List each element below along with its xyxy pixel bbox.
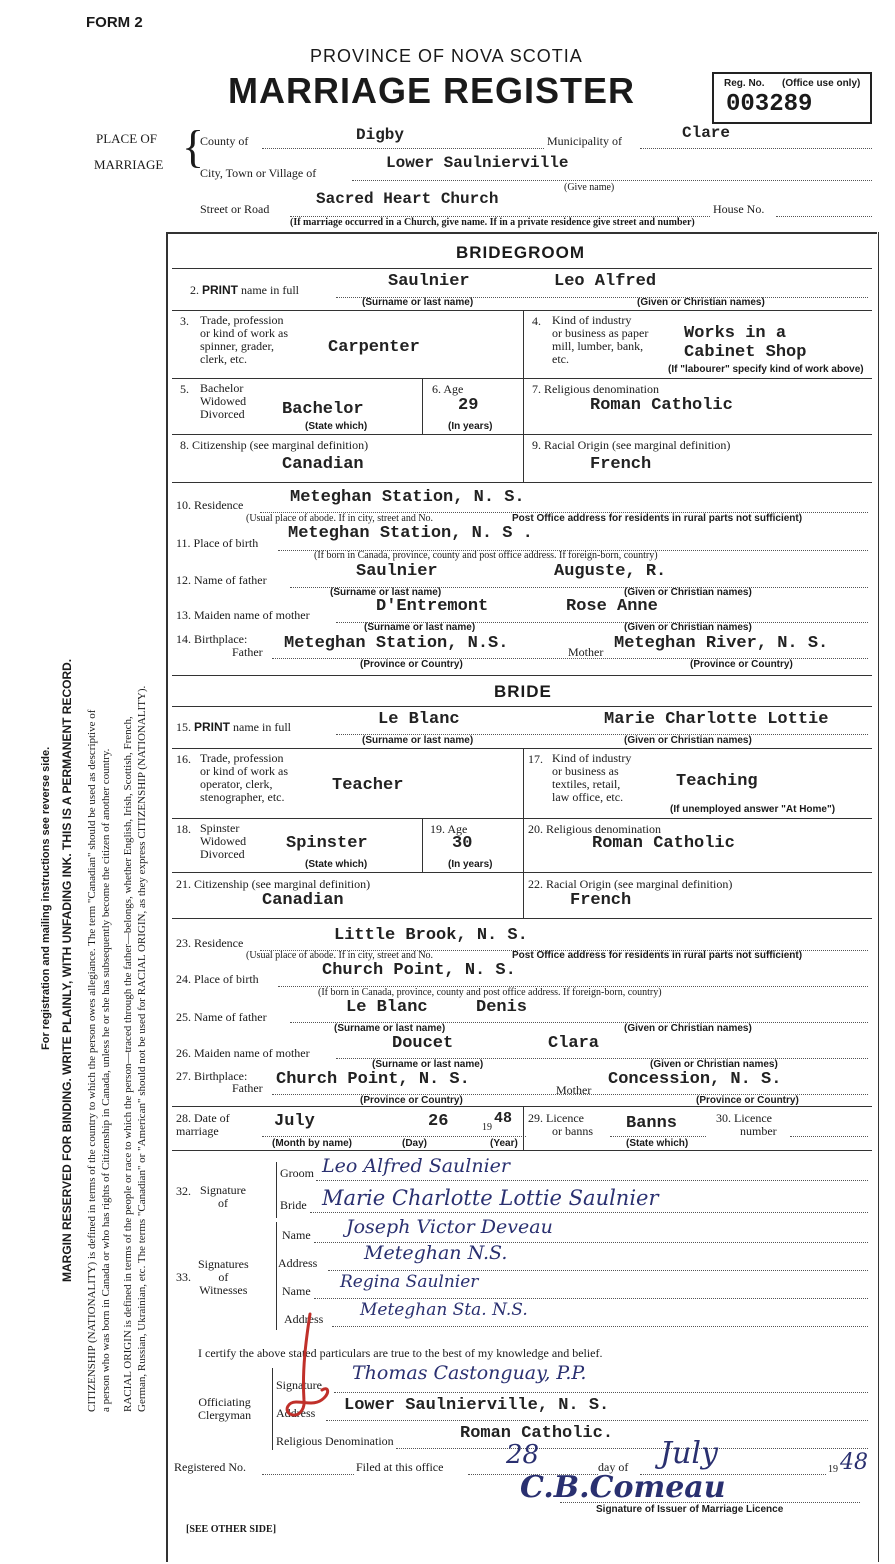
sig-label: Signature of	[200, 1183, 246, 1210]
bride-citizen-value: Canadian	[262, 891, 344, 910]
place-heading-2: MARRIAGE	[94, 157, 164, 172]
groom-father-given: Auguste, R.	[554, 562, 667, 581]
groom-birthplace-label: 11. Place of birth	[176, 536, 259, 550]
date-year-caption: (Year)	[490, 1138, 518, 1149]
groom-status-label: Bachelor Widowed Divorced	[200, 381, 247, 421]
street-label: Street or Road	[200, 202, 270, 216]
bride-status-label: Spinster Widowed Divorced	[200, 821, 247, 861]
groom-bp-mother-label: Mother	[568, 645, 604, 659]
bride-given-caption: (Given or Christian names)	[624, 735, 752, 746]
day-of-label: day of	[598, 1460, 629, 1474]
bride-mother-surname-caption: (Surname or last name)	[372, 1059, 484, 1070]
bride-bp-mother: Concession, N. S.	[608, 1070, 782, 1089]
groom-birthplace-caption: (If born in Canada, province, county and post office address. If foreign-born, country)	[314, 550, 658, 561]
red-check-mark	[280, 1310, 340, 1430]
groom-father-given-caption: (Given or Christian names)	[624, 587, 752, 598]
w2-name-label: Name	[282, 1284, 311, 1298]
groom-given: Leo Alfred	[554, 272, 657, 291]
bride-residence-value: Little Brook, N. S.	[334, 926, 528, 945]
groom-age-value: 29	[458, 396, 479, 415]
bride-age-caption: (In years)	[448, 859, 493, 870]
groom-father-surname: Saulnier	[356, 562, 438, 581]
bride-age-label: 19. Age	[430, 822, 468, 836]
province-heading: PROVINCE OF NOVA SCOTIA	[310, 46, 583, 66]
margin-line-5: RACIAL ORIGIN is defined in terms of the people or race to which the person—traced through the father—belongs, whether English, Irish, Scottish, French,	[122, 716, 134, 1412]
filed-year-prefix: 19	[828, 1464, 838, 1475]
sig-num: 32.	[176, 1184, 191, 1198]
bride-religion-label: 20. Religious denomination	[528, 822, 661, 836]
bride-age-value: 30	[452, 834, 473, 853]
filed-label: Filed at this office	[356, 1460, 444, 1474]
bride-father-label: 25. Name of father	[176, 1010, 267, 1024]
bride-birthplace-value: Church Point, N. S.	[322, 961, 516, 980]
bride-trade-label: Trade, profession or kind of work as operator, clerk, stenographer, etc.	[200, 751, 288, 804]
w1-name: Joseph Victor Deveau	[346, 1216, 553, 1238]
clergy-denom: Roman Catholic.	[460, 1424, 614, 1443]
groom-citizen-label: 8. Citizenship (see marginal definition)	[180, 438, 369, 452]
groom-residence-caption-2: Post Office address for residents in rural parts not sufficient)	[512, 513, 803, 524]
bride-racial-label: 22. Racial Origin (see marginal definition)	[528, 877, 733, 891]
bride-industry-caption: (If unemployed answer "At Home")	[670, 804, 836, 815]
groom-industry-value-1: Works in a	[684, 324, 787, 343]
groom-bp-mother-caption: (Province or Country)	[690, 659, 793, 670]
bride-residence-label: 23. Residence	[176, 936, 244, 950]
clergy-address: Lower Saulnierville, N. S.	[344, 1396, 610, 1415]
bride-industry-value: Teaching	[676, 772, 758, 791]
county-value: Digby	[356, 126, 405, 144]
municipality-label: Municipality of	[547, 134, 622, 148]
city-value: Lower Saulnierville	[386, 154, 569, 172]
groom-residence-caption-1: (Usual place of abode. If in city, street and No.	[246, 513, 434, 524]
groom-sig-label: Groom	[280, 1166, 314, 1180]
groom-trade-num: 3.	[180, 314, 189, 328]
w2-name: Regina Saulnier	[340, 1272, 479, 1292]
groom-name-label: 2. PRINT name in full	[190, 283, 299, 297]
witness-num: 33.	[176, 1270, 191, 1284]
date-day: 26	[428, 1112, 449, 1131]
bride-father-surname: Le Blanc	[346, 998, 428, 1017]
place-heading-1: PLACE OF	[96, 131, 158, 146]
bride-sig-label: Bride	[280, 1198, 307, 1212]
licence-number-label: 30. Licence number	[716, 1111, 777, 1138]
reg-no-box	[712, 72, 872, 124]
groom-residence-value: Meteghan Station, N. S.	[290, 488, 525, 507]
groom-father-surname-caption: (Surname or last name)	[330, 587, 442, 598]
groom-age-label: 6. Age	[432, 382, 464, 396]
bride-residence-caption-2: Post Office address for residents in rural parts not sufficient)	[512, 950, 803, 961]
filed-year: 48	[840, 1450, 868, 1475]
bride-heading: BRIDE	[494, 682, 552, 701]
groom-religion-value: Roman Catholic	[590, 396, 733, 415]
groom-bp-father: Meteghan Station, N.S.	[284, 634, 509, 653]
bride-status-num: 18.	[176, 822, 191, 836]
margin-line-4: a person who was born in Canada or who has rights of Citizenship in Canada, unless he or she has subsequently become the citizen of another country.	[100, 748, 112, 1412]
bride-surname: Le Blanc	[378, 710, 460, 729]
groom-mother-label: 13. Maiden name of mother	[176, 608, 310, 622]
groom-age-caption: (In years)	[448, 421, 493, 432]
bride-status-value: Spinster	[286, 834, 368, 853]
witness-label: Signatures of Witnesses	[198, 1257, 249, 1297]
margin-line-2: MARGIN RESERVED FOR BINDING. WRITE PLAINLY, WITH UNFADING INK. THIS IS A PERMANENT RECORD.	[60, 658, 74, 1282]
groom-birthplace-value: Meteghan Station, N. S .	[288, 524, 533, 543]
w2-address: Meteghan Sta. N.S.	[360, 1300, 528, 1320]
date-year: 48	[494, 1110, 513, 1127]
bride-citizen-label: 21. Citizenship (see marginal definition)	[176, 877, 371, 891]
licence-caption: (State which)	[626, 1138, 689, 1149]
bride-racial-value: French	[570, 891, 632, 910]
margin-line-3: CITIZENSHIP (NATIONALITY) is defined in terms of the country to which the person owes allegiance. The term "Canadian" should be used as descriptive of	[86, 709, 98, 1412]
issuer-signature: C.B.Comeau	[520, 1470, 726, 1505]
bride-name-label: 15. PRINT name in full	[176, 720, 291, 734]
filed-day: 28	[506, 1440, 540, 1470]
reg-no-label: Reg. No.	[724, 78, 765, 89]
groom-bp-father-label: Father	[232, 645, 263, 659]
groom-bp-label: 14. Birthplace:	[176, 632, 248, 646]
groom-father-label: 12. Name of father	[176, 573, 267, 587]
bride-industry-label: Kind of industry or business as textiles, retail, law office, etc.	[552, 751, 632, 804]
county-label: County of	[200, 134, 249, 148]
groom-bp-father-caption: (Province or Country)	[360, 659, 463, 670]
bride-trade-value: Teacher	[332, 776, 404, 795]
bride-mother-surname: Doucet	[392, 1034, 454, 1053]
bride-bp-father: Church Point, N. S.	[276, 1070, 470, 1089]
groom-mother-surname: D'Entremont	[376, 597, 489, 616]
bride-bp-label: 27. Birthplace:	[176, 1069, 248, 1083]
groom-industry-label: Kind of industry or business as paper mill, lumber, bank, etc.	[552, 313, 649, 366]
groom-industry-num: 4.	[532, 314, 541, 328]
w1-address-label: Address	[278, 1256, 318, 1270]
brace: {	[182, 121, 205, 172]
reg-no-office: (Office use only)	[782, 78, 861, 89]
licence-label: 29. Licence or banns	[528, 1111, 593, 1138]
groom-surname: Saulnier	[388, 272, 470, 291]
groom-heading: BRIDEGROOM	[456, 243, 585, 262]
registered-label: Registered No.	[174, 1460, 246, 1474]
groom-industry-caption: (If "labourer" specify kind of work above)	[668, 364, 864, 375]
municipality-value: Clare	[682, 124, 731, 142]
groom-status-num: 5.	[180, 382, 189, 396]
w1-name-label: Name	[282, 1228, 311, 1242]
date-year-prefix: 19	[482, 1122, 492, 1133]
form-label: FORM 2	[86, 14, 143, 31]
bride-industry-num: 17.	[528, 752, 543, 766]
groom-surname-caption: (Surname or last name)	[362, 297, 474, 308]
groom-bp-mother: Meteghan River, N. S.	[614, 634, 829, 653]
bride-father-surname-caption: (Surname or last name)	[334, 1023, 446, 1034]
groom-racial-value: French	[590, 455, 652, 474]
date-label: 28. Date of marriage	[176, 1111, 230, 1138]
clergy-denom-label: Religious Denomination	[276, 1434, 394, 1448]
reg-no-value: 003289	[726, 91, 813, 118]
margin-line-6: German, Russian, Ukrainian, etc. The terms "Canadian" or "American" should not be used for RACIAL ORIGIN, as they express CITIZENSHIP (NATIONALITY).	[136, 685, 148, 1412]
street-caption: (If marriage occurred in a Church, give name. If in a private residence give street and number)	[290, 217, 695, 228]
bride-surname-caption: (Surname or last name)	[362, 735, 474, 746]
filed-month: July	[660, 1436, 718, 1471]
groom-given-caption: (Given or Christian names)	[637, 297, 765, 308]
groom-trade-value: Carpenter	[328, 338, 420, 357]
w2-address-label: Address	[284, 1312, 324, 1326]
bride-birthplace-label: 24. Place of birth	[176, 972, 259, 986]
groom-status-caption: (State which)	[305, 421, 368, 432]
bride-bp-father-label: Father	[232, 1081, 263, 1095]
bride-trade-num: 16.	[176, 752, 191, 766]
bride-mother-label: 26. Maiden name of mother	[176, 1046, 310, 1060]
bride-bp-mother-caption: (Province or Country)	[696, 1095, 799, 1106]
groom-mother-given: Rose Anne	[566, 597, 658, 616]
groom-status-value: Bachelor	[282, 400, 364, 419]
margin-line-1: For registration and mailing instructions see reverse side.	[40, 746, 52, 1050]
groom-citizen-value: Canadian	[282, 455, 364, 474]
bride-bp-mother-label: Mother	[556, 1083, 592, 1097]
street-value: Sacred Heart Church	[316, 190, 499, 208]
see-other-side: [SEE OTHER SIDE]	[186, 1524, 277, 1535]
bride-bp-father-caption: (Province or Country)	[360, 1095, 463, 1106]
date-day-caption: (Day)	[402, 1138, 428, 1149]
groom-residence-label: 10. Residence	[176, 498, 244, 512]
groom-religion-label: 7. Religious denomination	[532, 382, 659, 396]
clergy-label: Officiating Clergyman	[198, 1395, 252, 1422]
groom-mother-given-caption: (Given or Christian names)	[624, 622, 752, 633]
bride-birthplace-caption: (If born in Canada, province, county and post office address. If foreign-born, country)	[318, 987, 662, 998]
bride-mother-given-caption: (Given or Christian names)	[650, 1059, 778, 1070]
date-month-caption: (Month by name)	[272, 1138, 352, 1149]
licence-value: Banns	[626, 1114, 678, 1133]
clergy-sig-label: Signature	[276, 1378, 322, 1392]
house-label: House No.	[713, 202, 765, 216]
bride-father-given: Denis	[476, 998, 528, 1017]
bride-religion-value: Roman Catholic	[592, 834, 735, 853]
groom-industry-value-2: Cabinet Shop	[684, 343, 807, 362]
bride-signature: Marie Charlotte Lottie Saulnier	[322, 1186, 659, 1210]
page-title: MARRIAGE REGISTER	[228, 70, 636, 111]
clergy-address-label: Address	[276, 1406, 316, 1420]
issuer-caption: Signature of Issuer of Marriage Licence	[596, 1504, 784, 1515]
bride-father-given-caption: (Given or Christian names)	[624, 1023, 752, 1034]
certify-text: I certify the above stated particulars are true to the best of my knowledge and belief.	[198, 1346, 603, 1360]
groom-mother-surname-caption: (Surname or last name)	[364, 622, 476, 633]
w1-address: Meteghan N.S.	[364, 1242, 508, 1264]
bride-given: Marie Charlotte Lottie	[604, 710, 829, 729]
groom-signature: Leo Alfred Saulnier	[322, 1155, 510, 1177]
bride-mother-given: Clara	[548, 1034, 600, 1053]
give-name-caption: (Give name)	[564, 182, 615, 193]
groom-trade-label: Trade, profession or kind of work as spinner, grader, clerk, etc.	[200, 313, 288, 366]
date-month: July	[274, 1112, 315, 1131]
bride-status-caption: (State which)	[305, 859, 368, 870]
clergy-signature: Thomas Castonguay, P.P.	[352, 1362, 587, 1384]
bride-residence-caption-1: (Usual place of abode. If in city, street and No.	[246, 950, 434, 961]
city-label: City, Town or Village of	[200, 166, 317, 180]
groom-racial-label: 9. Racial Origin (see marginal definition)	[532, 438, 731, 452]
